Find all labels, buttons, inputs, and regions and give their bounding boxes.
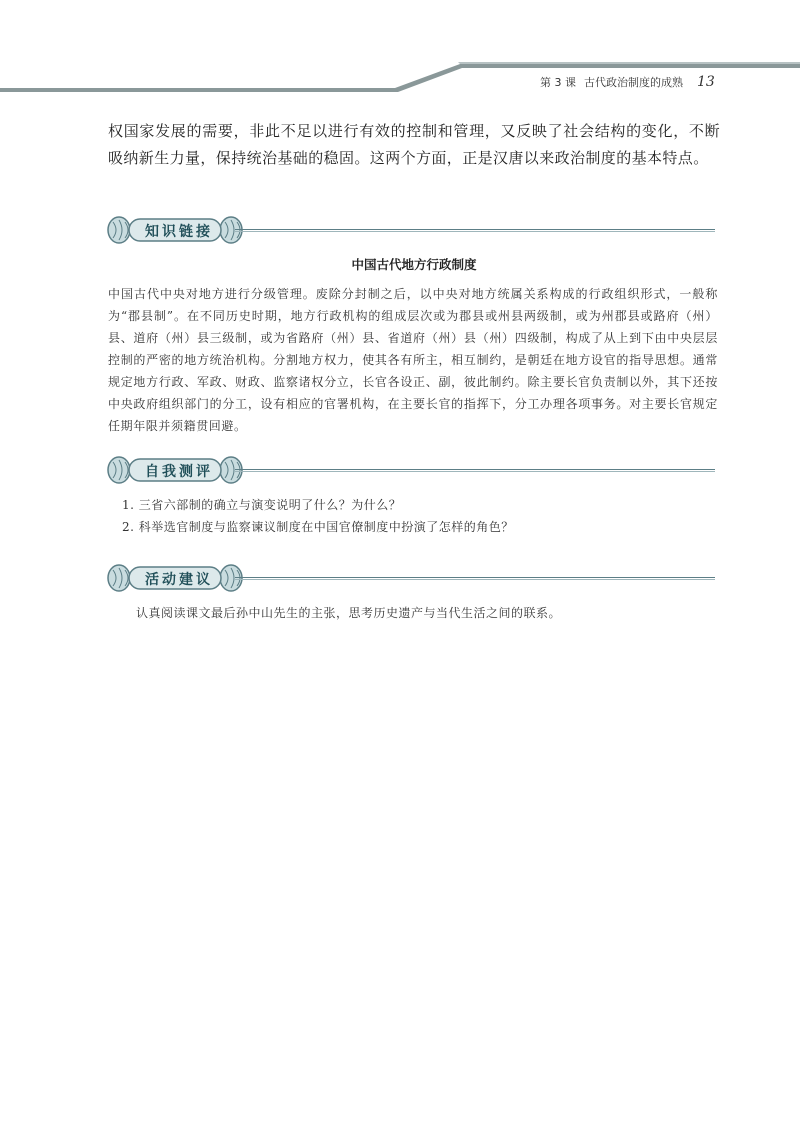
activity-label: 活动建议 — [145, 572, 213, 588]
divider — [235, 577, 715, 578]
lesson-number: 第 3 课 — [540, 76, 576, 89]
divider — [235, 231, 715, 232]
lesson-title: 古代政治制度的成熟 — [584, 76, 683, 89]
activity-header — [105, 560, 715, 596]
self-assessment-label: 自我测评 — [145, 464, 213, 480]
knowledge-link-paragraph: 中国古代中央对地方进行分级管理。废除分封制之后，以中央对地方统属关系构成的行政组织形式，一般称为“郡县制”。在不同历史时期，地方行政机构的组成层次或为郡县或州县两级制，或为州郡县或路府（州）县、道府（州）县三级制，或为省路府（州）县、省道府（州）县（州）四级制，构成了从上到下由中央层层控制的严密的地方统治机构。分割地方权力，使其各有所主，相互制约，是朝廷在地方设官的指导思想。通常规定地方行政、军政、财政、监察诸权分立，长官各设正、副，彼此制约。除主要长官负责制以外，其下还按中央政府组织部门的分工，设有相应的官署机构，在主要长官的指挥下，分工办理各项事务。对主要长官规定任期年限并须籍贯回避。 — [108, 287, 718, 433]
page-number: 13 — [697, 74, 715, 90]
divider — [235, 469, 715, 470]
divider — [235, 579, 715, 580]
knowledge-link-header — [105, 212, 715, 248]
knowledge-link-title: 中国古代地方行政制度 — [351, 257, 477, 272]
list-item: 2. 科举选官制度与监察谏议制度在中国官僚制度中扮演了怎样的角色？ — [122, 520, 514, 534]
self-assessment-header — [105, 452, 715, 488]
activity-text: 认真阅读课文最后孙中山先生的主张，思考历史遗产与当代生活之间的联系。 — [136, 606, 562, 620]
divider — [235, 229, 715, 230]
running-header — [540, 72, 790, 92]
intro-paragraph: 权国家发展的需要，非此不足以进行有效的控制和管理，又反映了社会结构的变化，不断吸纳新生力量，保持统治基础的稳固。这两个方面，正是汉唐以来政治制度的基本特点。 — [108, 122, 720, 167]
list-item: 1. 三省六部制的确立与演变说明了什么？为什么？ — [122, 498, 402, 512]
divider — [235, 471, 715, 472]
knowledge-link-label: 知识链接 — [145, 224, 213, 240]
question-list — [122, 494, 722, 538]
